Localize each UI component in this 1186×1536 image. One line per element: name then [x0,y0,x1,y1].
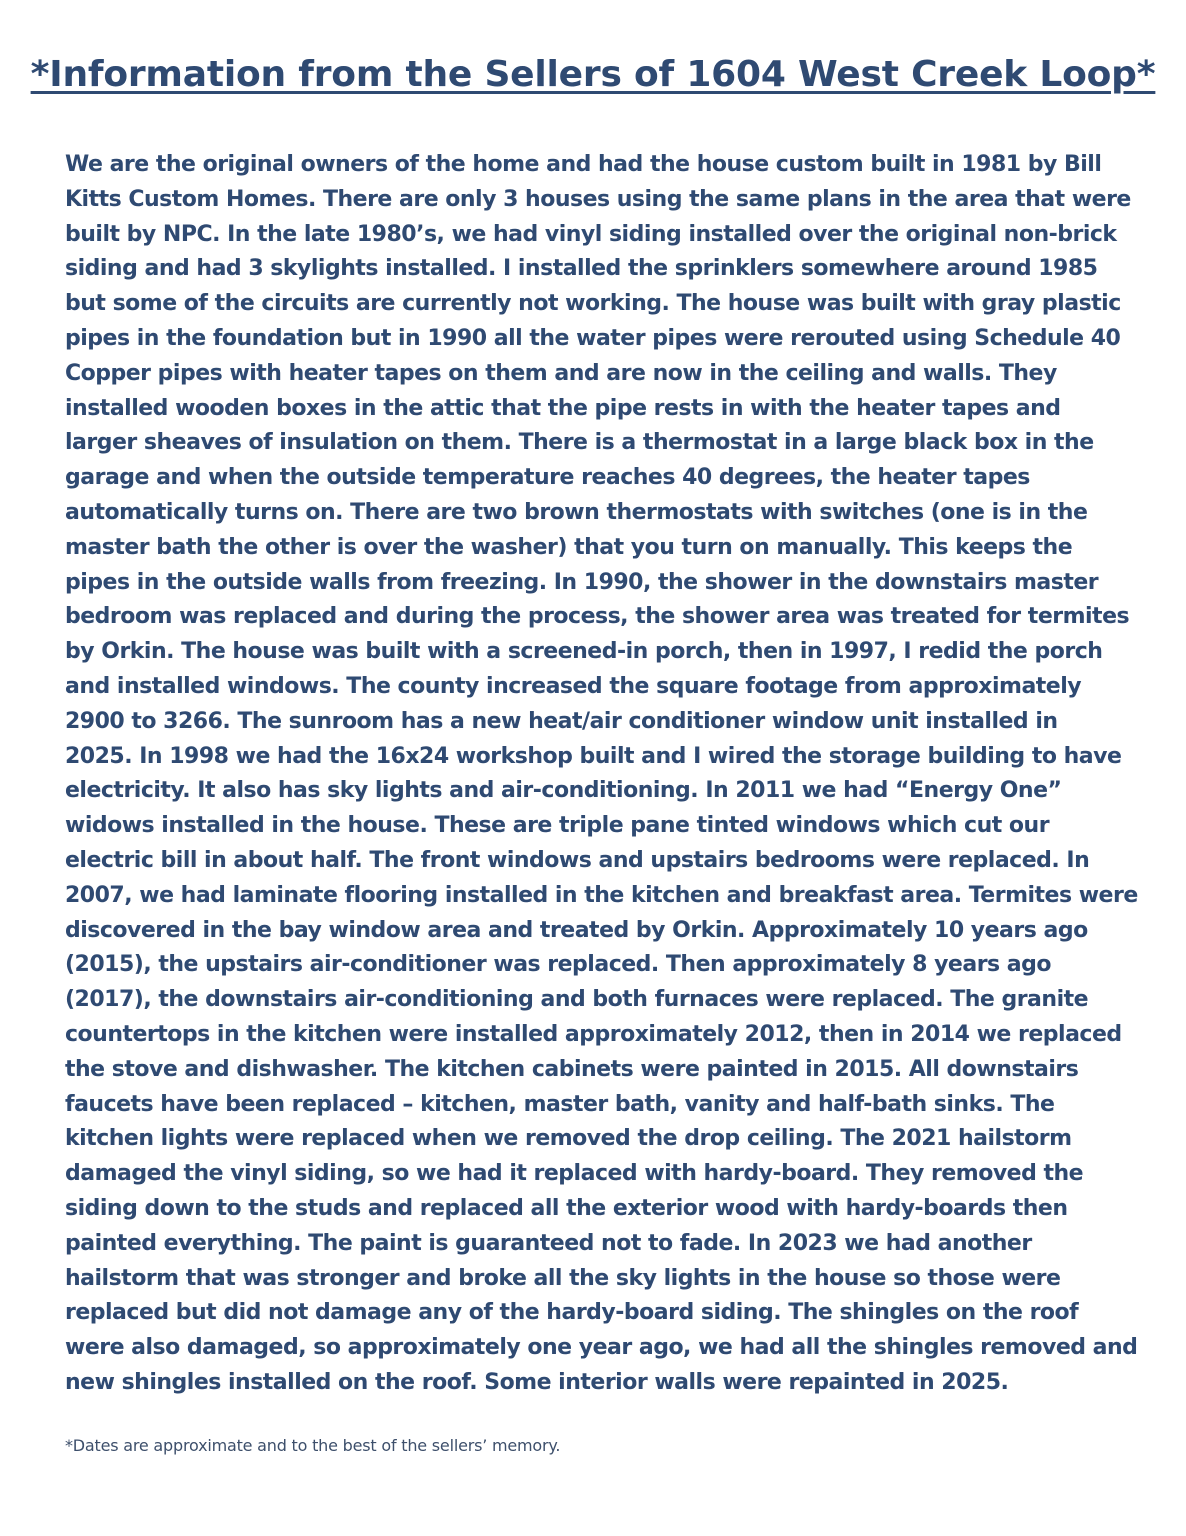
paragraph-line: Kitts Custom Homes. There are only 3 houses using the same plans in the area that were [65,186,1131,212]
paragraph-line: bedroom was replaced and during the process, the shower area was treated for termites [65,604,1130,630]
paragraph-line: (2017), the downstairs air-conditioning and both furnaces were replaced. The granite [65,987,1089,1013]
footnote: *Dates are approximate and to the best of the sellers’ memory. [65,1436,561,1455]
paragraph-line: electric bill in about half. The front windows and upstairs bedrooms were replaced. In [65,847,1090,873]
paragraph-line: countertops in the kitchen were installed approximately 2012, then in 2014 we replaced [65,1021,1122,1047]
paragraph-line: installed wooden boxes in the attic that the pipe rests in with the heater tapes and [65,395,1061,421]
paragraph-line: pipes in the outside walls from freezing. In 1990, the shower in the downstairs master [65,569,1099,595]
paragraph-line: 2007, we had laminate flooring installed in the kitchen and breakfast area. Termites were [65,882,1138,908]
paragraph-line: the stove and dishwasher. The kitchen cabinets were painted in 2015. All downstairs [65,1056,1079,1082]
paragraph-line: Copper pipes with heater tapes on them and are now in the ceiling and walls. They [65,360,1057,386]
paragraph-line: but some of the circuits are currently not working. The house was built with gray plastic [65,291,1121,317]
paragraph-line: larger sheaves of insulation on them. There is a thermostat in a large black box in the [65,430,1094,456]
seller-narrative [65,148,1155,1401]
paragraph-line: by Orkin. The house was built with a screened-in porch, then in 1997, I redid the porch [65,639,1103,665]
paragraph-line: replaced but did not damage any of the hardy-board siding. The shingles on the roof [65,1300,1079,1326]
paragraph-line: We are the original owners of the home and had the house custom built in 1981 by Bill [65,152,1102,177]
paragraph-line: painted everything. The paint is guaranteed not to fade. In 2023 we had another [65,1230,1032,1256]
paragraph-line: siding and had 3 skylights installed. I installed the sprinklers somewhere around 1985 [65,256,1098,282]
paragraph-line: siding down to the studs and replaced all the exterior wood with hardy-boards then [65,1195,1068,1221]
paragraph-line: discovered in the bay window area and treated by Orkin. Approximately 10 years ago [65,917,1088,943]
paragraph-line: master bath the other is over the washer) that you turn on manually. This keeps the [65,534,1073,560]
paragraph-line: new shingles installed on the roof. Some interior walls were repainted in 2025. [65,1369,1009,1395]
paragraph-line: and installed windows. The county increased the square footage from approximately [65,673,1082,699]
page-title: *Information from the Sellers of 1604 West Creek Loop* [30,54,1156,95]
paragraph-line: kitchen lights were replaced when we removed the drop ceiling. The 2021 hailstorm [65,1126,1072,1152]
paragraph-line: damaged the vinyl siding, so we had it replaced with hardy-board. They removed the [65,1161,1084,1187]
paragraph-line: automatically turns on. There are two brown thermostats with switches (one is in the [65,499,1088,525]
paragraph-line: built by NPC. In the late 1980’s, we had vinyl siding installed over the original non-brick [65,221,1117,247]
paragraph-line: 2025. In 1998 we had the 16x24 workshop built and I wired the storage building to have [65,743,1122,769]
paragraph-line: were also damaged, so approximately one year ago, we had all the shingles removed and [65,1335,1138,1361]
paragraph-line: electricity. It also has sky lights and air-conditioning. In 2011 we had “Energy One” [65,778,1062,804]
paragraph-line: (2015), the upstairs air-conditioner was replaced. Then approximately 8 years ago [65,952,1052,978]
paragraph-line: garage and when the outside temperature reaches 40 degrees, the heater tapes [65,465,1030,491]
paragraph-line: faucets have been replaced – kitchen, master bath, vanity and half-bath sinks. The [65,1091,1055,1117]
paragraph-line: 2900 to 3266. The sunroom has a new heat/air conditioner window unit installed in [65,708,1058,734]
paragraph-line: widows installed in the house. These are triple pane tinted windows which cut our [65,813,1050,839]
paragraph-line: hailstorm that was stronger and broke all the sky lights in the house so those were [65,1265,1061,1291]
paragraph-line: pipes in the foundation but in 1990 all the water pipes were rerouted using Schedule 40 [65,325,1121,351]
